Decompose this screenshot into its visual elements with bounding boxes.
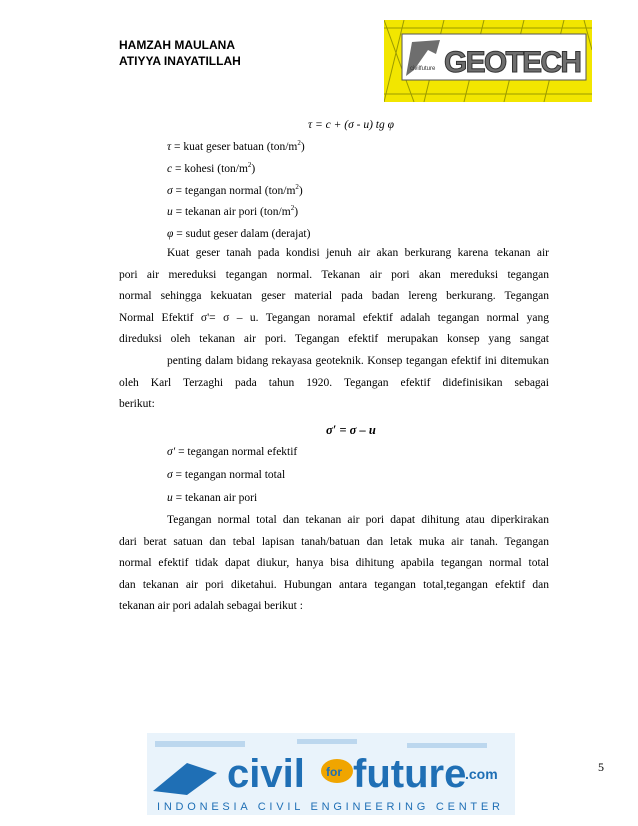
page-number: 5 xyxy=(598,760,604,774)
shear-strength-equation: τ = c + (σ - u) tg φ xyxy=(308,119,394,131)
author-name: HAMZAH MAULANA xyxy=(119,38,235,52)
definition-item: u = tekanan air pori xyxy=(167,492,258,504)
effective-stress-equation: σ′ = σ – u xyxy=(326,423,376,437)
definition-item: c = kohesi $(ton/m^2)$ xyxy=(167,161,256,175)
header-authors xyxy=(119,37,241,69)
definition-item: τ = kuat geser batuan $(ton/m^2)$ xyxy=(167,139,305,153)
definition-item: u = tekanan air pori $(ton/m^2)$ xyxy=(167,204,299,218)
svg-text:civilfuture: civilfuture xyxy=(410,66,436,72)
svg-text:INDONESIA CIVIL ENGINEERING CE: INDONESIA CIVIL ENGINEERING CENTER xyxy=(157,801,505,813)
definition-item: φ = sudut geser dalam (derajat) xyxy=(167,228,311,240)
definition-item: σ = tegangan normal total xyxy=(167,469,286,481)
definition-item: σ = tegangan normal $(ton/m^2)$ xyxy=(167,183,303,197)
definition-item: σ′ = tegangan normal efektif xyxy=(167,446,298,458)
svg-text:GEOTECH: GEOTECH xyxy=(444,46,582,79)
svg-text:civil: civil xyxy=(227,752,305,796)
civilforfuture-logo xyxy=(147,733,515,815)
body-paragraph: Tegangan normal total dan tekanan air pori dapat dihitung atau diperkirakan dari berat satuan dan tebal lapisan tanah/batuan dan letak muka air tanah. Tegangan normal efektif tidak dapat diukur, hanya bisa dihitung apabila tegangan normal total dan tekanan air pori diketahui. Hubungan antara tegangan total,tegangan efektif dan tekanan air pori adalah sebagai berikut : xyxy=(119,514,549,613)
body-paragraph: Kuat geser tanah pada kondisi jenuh air akan berkurang karena tekanan air pori air mereduksi tegangan normal. Tekanan air pori akan mereduksi tegangan normal sehingga kekuatan geser material pada badan lereng berkurang. Tegangan Normal Efektif σ'= σ – u. Tegangan noramal efektif adalah tegangan normal yang direduksi oleh tekanan air pori. Tegangan efektif merupakan konsep yang sangat penting dalam bidang rekayasa geoteknik. Konsep tegangan efektif ini ditemukan oleh Karl Terzaghi pada tahun 1920. Tegangan efektif didefinisikan sebagai berikut: xyxy=(119,247,549,411)
geotech-logo xyxy=(384,20,592,102)
svg-text:.com: .com xyxy=(465,766,498,782)
author-name: ATIYYA INAYATILLAH xyxy=(119,54,241,68)
svg-text:for: for xyxy=(326,765,342,779)
svg-text:future: future xyxy=(353,752,467,796)
